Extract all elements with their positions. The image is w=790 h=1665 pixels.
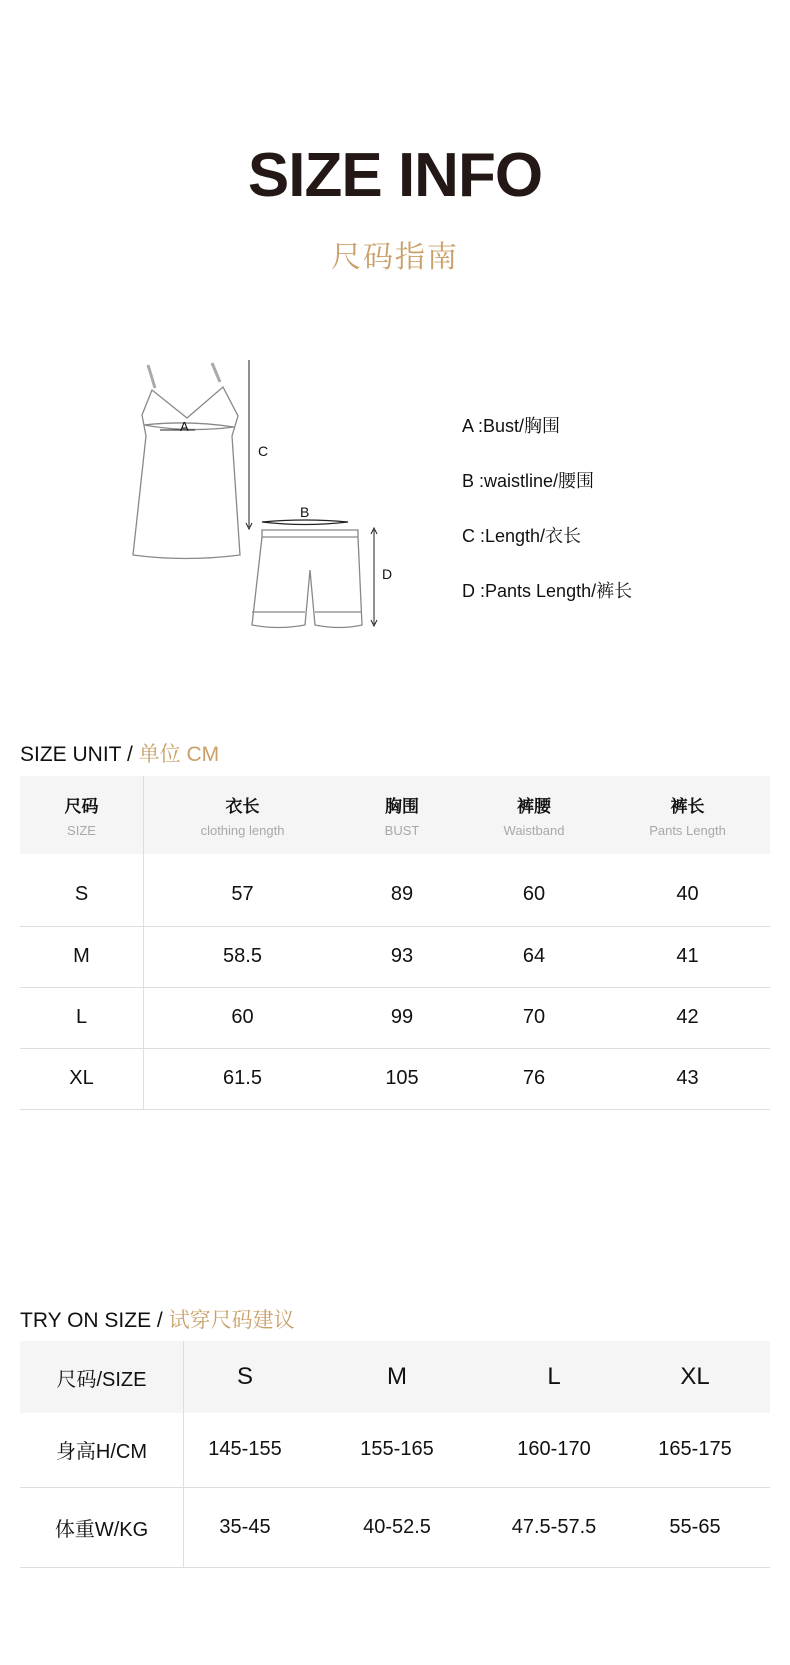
header-size: 尺码 SIZE — [20, 776, 144, 854]
try-on-en: TRY ON SIZE / — [20, 1309, 169, 1332]
cell-size: L — [20, 987, 144, 1048]
cell-waistband: 64 — [463, 926, 605, 987]
cell-bust: 89 — [341, 854, 463, 926]
cell-weight-m: 40-52.5 — [306, 1487, 488, 1567]
header-clothing-length: 衣长 clothing length — [200, 797, 285, 838]
page-title: SIZE INFO — [247, 141, 543, 210]
size-table-header — [20, 776, 770, 854]
table-row — [20, 1048, 770, 1109]
table-row-height — [20, 1413, 770, 1487]
cell-clothing-length: 61.5 — [144, 1048, 342, 1109]
cell-size: S — [20, 854, 144, 926]
measurement-legend — [462, 414, 632, 634]
header-size: 尺码/SIZE — [20, 1341, 184, 1413]
table-row-weight — [20, 1487, 770, 1567]
cell-weight-xl: 55-65 — [620, 1487, 770, 1567]
try-on-cn: 试穿尺码建议 — [168, 1309, 295, 1332]
header-waistband: 裤腰 Waistband — [503, 797, 565, 838]
page-subtitle: 尺码指南 — [331, 241, 459, 274]
cell-pants-length: 42 — [605, 987, 770, 1048]
legend-item-b: B :waistline/腰围 — [462, 471, 595, 491]
shorts-illustration — [252, 530, 362, 628]
cell-bust: 99 — [341, 987, 463, 1048]
cell-waistband: 70 — [463, 987, 605, 1048]
header-bust: 胸围 BUST — [384, 797, 420, 838]
cell-pants-length: 40 — [605, 854, 770, 926]
size-unit-title — [20, 738, 219, 768]
size-table — [20, 776, 770, 1110]
try-on-title — [20, 1304, 295, 1334]
label-c: C — [258, 443, 269, 459]
size-unit-cn: 单位 CM — [138, 743, 220, 766]
header-l: L — [547, 1363, 561, 1390]
cell-height-l: 160-170 — [488, 1413, 620, 1487]
label-b: B — [300, 504, 310, 520]
garment-diagram — [130, 360, 420, 670]
table-row — [20, 987, 770, 1048]
header-s: S — [236, 1363, 253, 1390]
row-label-height: 身高H/CM — [20, 1413, 184, 1487]
legend-item-d: D :Pants Length/裤长 — [462, 581, 633, 601]
camisole-illustration — [133, 363, 240, 559]
cell-clothing-length: 58.5 — [144, 926, 342, 987]
cell-clothing-length: 60 — [144, 987, 342, 1048]
try-on-table — [20, 1341, 770, 1568]
cell-size: M — [20, 926, 144, 987]
cell-pants-length: 41 — [605, 926, 770, 987]
cell-waistband: 76 — [463, 1048, 605, 1109]
size-unit-en: SIZE UNIT / — [20, 743, 139, 766]
cell-height-m: 155-165 — [306, 1413, 488, 1487]
legend-item-a: A :Bust/胸围 — [462, 416, 561, 436]
cell-pants-length: 43 — [605, 1048, 770, 1109]
try-table-header — [20, 1341, 770, 1413]
legend-item-c: C :Length/衣长 — [462, 526, 582, 546]
table-row — [20, 854, 770, 926]
header-m: M — [387, 1363, 407, 1390]
label-a: A — [180, 419, 189, 434]
row-label-weight: 体重W/KG — [20, 1487, 184, 1567]
cell-bust: 93 — [341, 926, 463, 987]
cell-weight-s: 35-45 — [184, 1487, 307, 1567]
cell-bust: 105 — [341, 1048, 463, 1109]
cell-height-xl: 165-175 — [620, 1413, 770, 1487]
cell-waistband: 60 — [463, 854, 605, 926]
cell-height-s: 145-155 — [184, 1413, 307, 1487]
cell-weight-l: 47.5-57.5 — [488, 1487, 620, 1567]
table-row — [20, 926, 770, 987]
header-xl: XL — [680, 1363, 710, 1390]
cell-size: XL — [20, 1048, 144, 1109]
header-pants-length: 裤长 Pants Length — [649, 797, 726, 838]
label-d: D — [382, 566, 393, 582]
cell-clothing-length: 57 — [144, 854, 342, 926]
